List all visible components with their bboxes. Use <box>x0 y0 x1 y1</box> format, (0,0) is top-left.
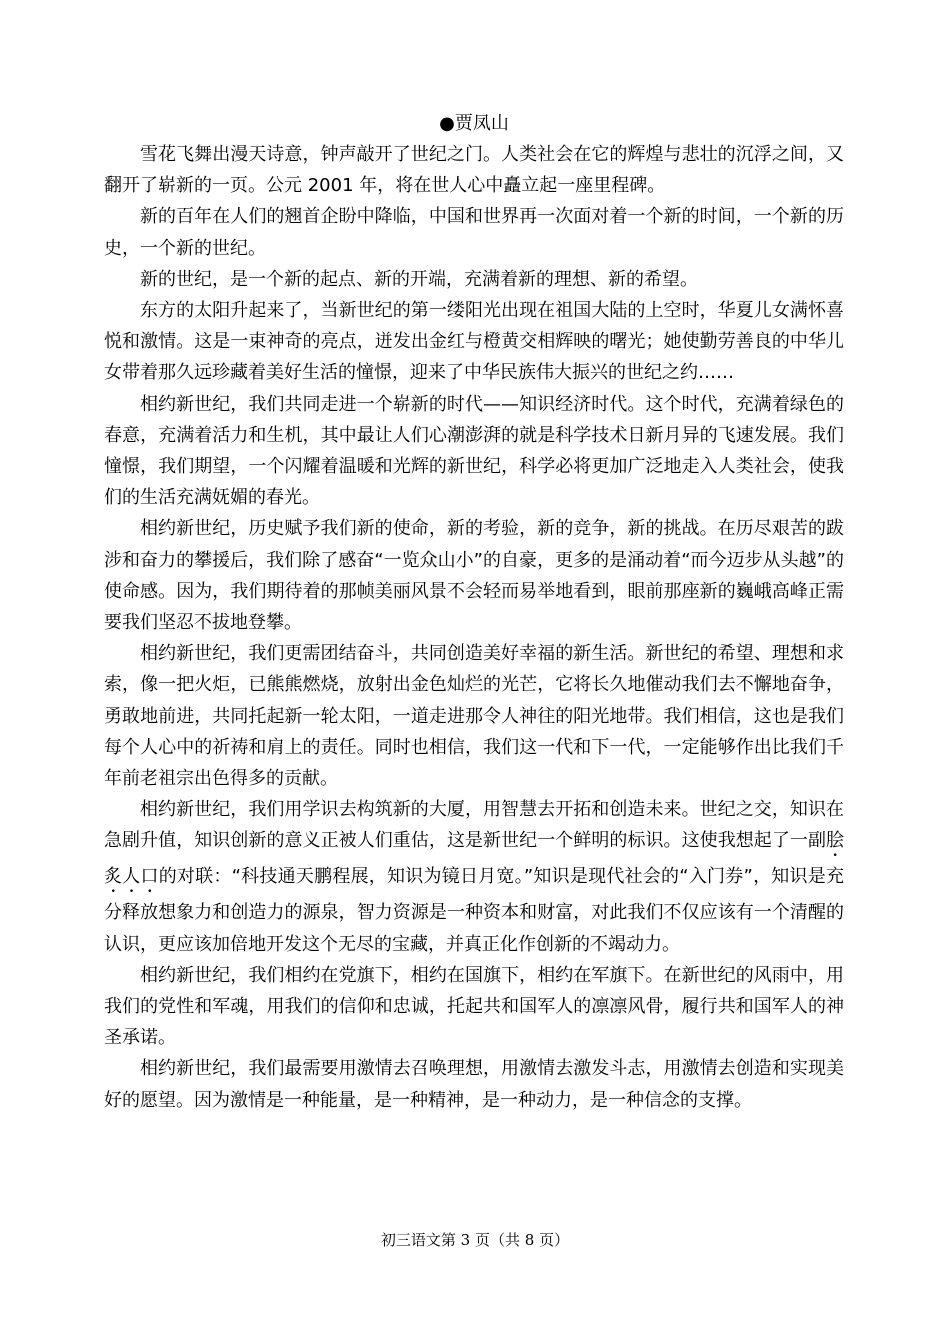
paragraph-4: 东方的太阳升起来了，当新世纪的第一缕阳光出现在祖国大陆的上空时，华夏儿女满怀喜悦和激情。这是一束神奇的亮点，迸发出金红与橙黄交相辉映的曙光；她使勤劳善良的中华儿女带着那久远珍藏着美好生活的憧憬，迎来了中华民族伟大振兴的世纪之约…… <box>104 300 844 384</box>
paragraph-7: 相约新世纪，我们更需团结奋斗，共同创造美好幸福的新生活。新世纪的希望、理想和求索，像一把火炬，已熊熊燃烧，放射出金色灿烂的光芒，它将长久地催动我们去不懈地奋争，勇敢地前进，共同托起新一轮太阳，一道走进那令人神往的阳光地带。我们相信，这也是我们每个人心中的祈祷和肩上的责任。同时也相信，我们这一代和下一代，一定能够作出比我们千年前老祖宗出色得多的贡献。 <box>104 643 844 790</box>
paragraph-8-before: 相约新世纪，我们用学识去构筑新的大厦，用智慧去开拓和创造未来。世纪之交，知识在急剧升值，知识创新的意义正被人们重估，这是新世纪一个鲜明的标识。这使我想起了一副 <box>104 799 844 852</box>
paragraph-5: 相约新世纪，我们共同走进一个崭新的时代——知识经济时代。这个时代，充满着绿色的春意，充满着活力和生机，其中最让人们心潮澎湃的就是科学技术日新月异的飞速发展。我们憧憬，我们期望，一个闪耀着温暖和光辉的新世纪，科学必将更加广泛地走入人类社会，使我们的生活充满妩媚的春光。 <box>104 393 844 509</box>
paragraph-6: 相约新世纪，历史赋予我们新的使命，新的考验，新的竞争，新的挑战。在历尽艰苦的跋涉和奋力的攀援后，我们除了感奋“一览众山小”的自豪，更多的是涌动着“而今迈步从头越”的使命感。因为，我们期待着的那帧美丽风景不会轻而易举地看到，眼前那座新的巍峨高峰正需要我们坚忍不拔地登攀。 <box>104 518 844 634</box>
document-body <box>104 108 844 1116</box>
paragraph-2: 新的百年在人们的翘首企盼中降临，中国和世界再一次面对着一个新的时间，一个新的历史，一个新的世纪。 <box>104 206 844 259</box>
paragraph-1: 雪花飞舞出漫天诗意，钟声敲开了世纪之门。人类社会在它的辉煌与悲壮的沉浮之间，又翻开了崭新的一页。公元 2001 年，将在世人心中矗立起一座里程碑。 <box>104 144 844 197</box>
paragraph-8 <box>104 794 844 960</box>
page-footer: 初三语文第 3 页（共 8 页） <box>380 1231 570 1249</box>
author-line: ●贾凤山 <box>439 113 509 134</box>
paragraph-8-after: 的对联：“科技通天鹏程展，知识为镜日月宽。”知识是现代社会的“入门券”，知识是充分释放想象力和创造力的源泉，智力资源是一种资本和财富，对此我们不仅应该有一个清醒的认识，更应该加倍地开发这个无尽的宝藏，并真正化作创新的不竭动力。 <box>104 866 844 955</box>
emphasized-phrase: 脍炙人口 <box>104 830 844 888</box>
paragraph-10: 相约新世纪，我们最需要用激情去召唤理想，用激情去激发斗志，用激情去创造和实现美好的愿望。因为激情是一种能量，是一种精神，是一种动力，是一种信念的支撑。 <box>104 1058 844 1111</box>
paragraph-9: 相约新世纪，我们相约在党旗下，相约在国旗下，相约在军旗下。在新世纪的风雨中，用我们的党性和军魂，用我们的信仰和忠诚，托起共和国军人的凛凛风骨，履行共和国军人的神圣承诺。 <box>104 964 844 1049</box>
paragraph-3: 新的世纪，是一个新的起点、新的开端，充满着新的理想、新的希望。 <box>140 268 698 290</box>
